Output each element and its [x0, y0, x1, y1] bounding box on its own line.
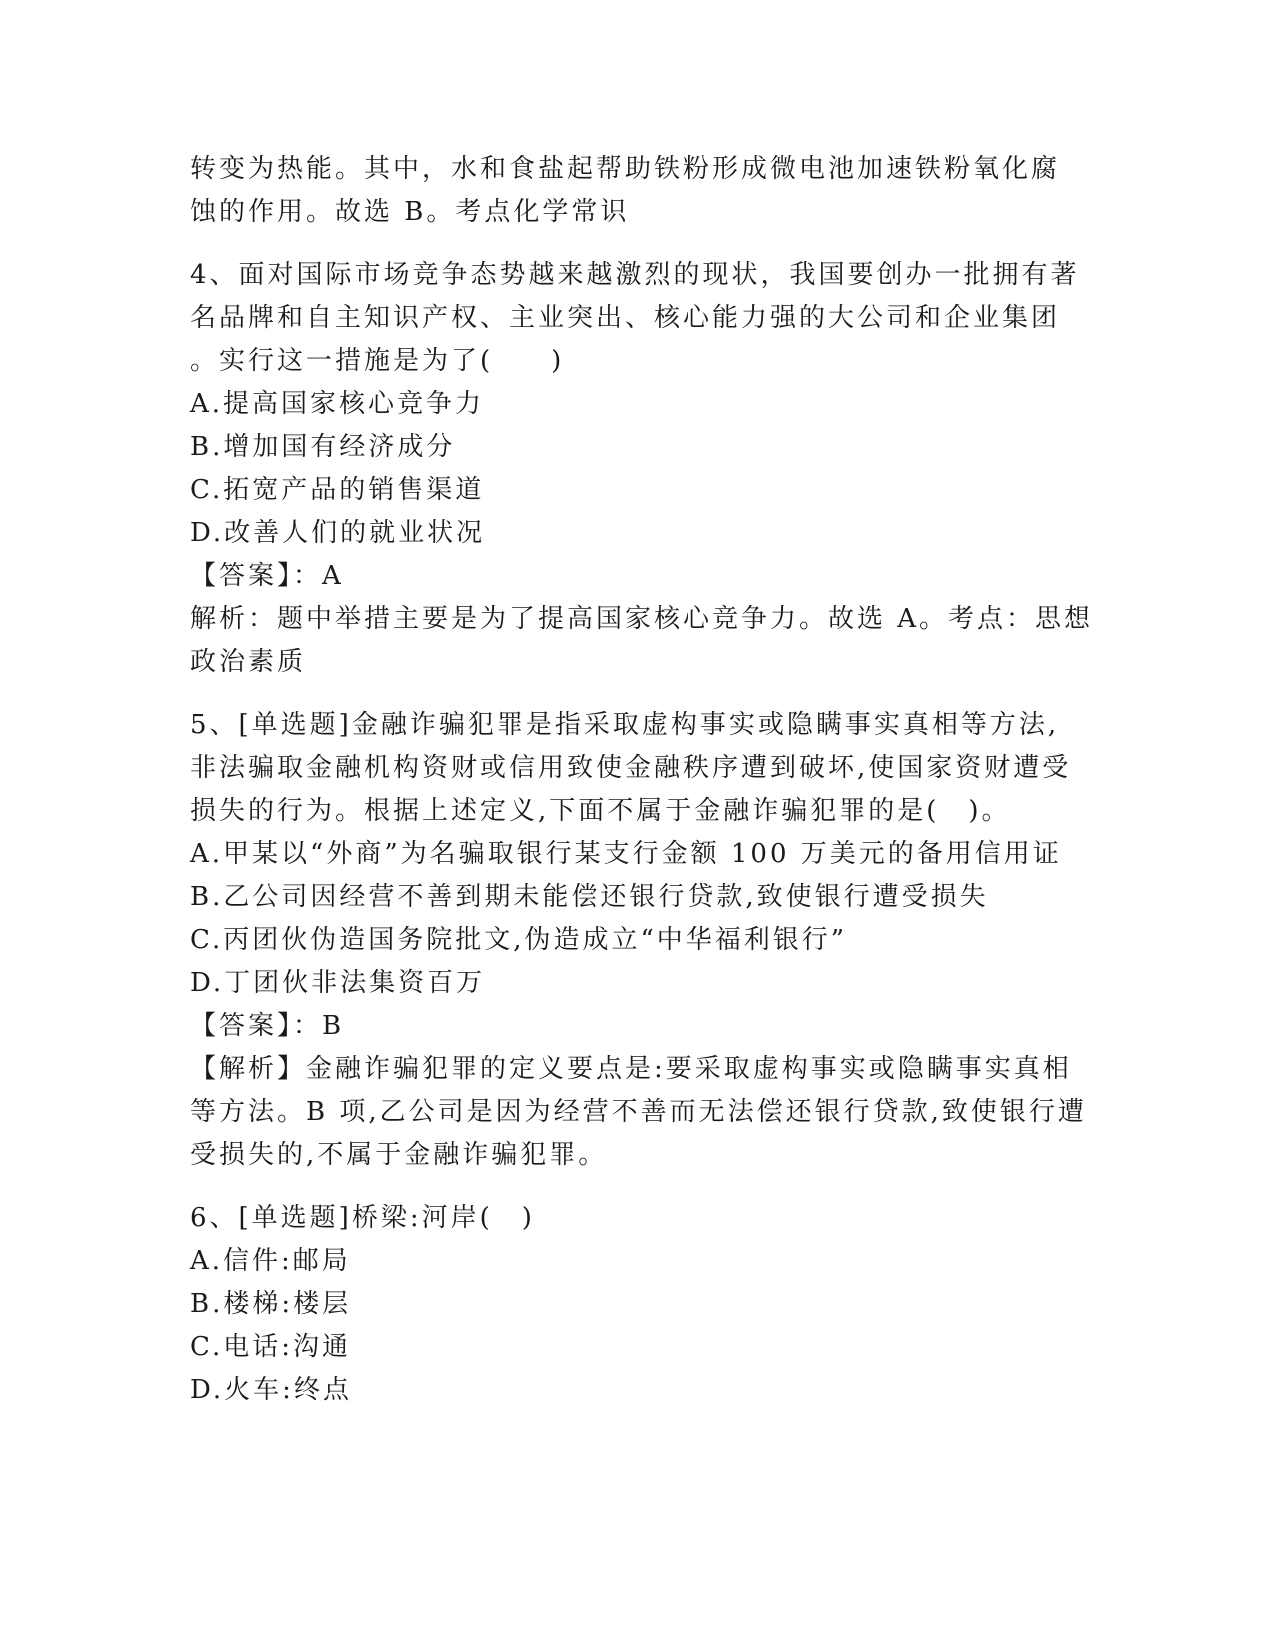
analysis-line: 等方法。B 项,乙公司是因为经营不善而无法偿还银行贷款,致使银行遭 [190, 1097, 1087, 1127]
option-a: A.甲某以“外商”为名骗取银行某支行金额 100 万美元的备用信用证 [190, 839, 1062, 869]
question-stem-line: 4、面对国际市场竞争态势越来越激烈的现状，我国要创办一批拥有著 [190, 260, 1080, 290]
question-5 [190, 704, 1090, 1177]
option-a: A.提高国家核心竞争力 [190, 389, 485, 419]
question-4 [190, 254, 1094, 684]
question-stem-line: 名品牌和自主知识产权、主业突出、核心能力强的大公司和企业集团 [190, 303, 1061, 333]
option-a: A.信件:邮局 [190, 1246, 351, 1276]
option-d: D.丁团伙非法集资百万 [190, 968, 486, 998]
analysis-line: 转变为热能。其中，水和食盐起帮助铁粉形成微电池加速铁粉氧化腐 [190, 154, 1061, 184]
analysis-line: 受损失的,不属于金融诈骗犯罪。 [190, 1140, 608, 1170]
analysis-line: 蚀的作用。故选 B。考点化学常识 [190, 197, 630, 227]
document-page [190, 148, 1094, 1412]
question-stem-line: 5、[单选题]金融诈骗犯罪是指采取虚构事实或隐瞒事实真相等方法, [190, 710, 1060, 740]
option-c: C.丙团伙伪造国务院批文,伪造成立“中华福利银行” [190, 925, 848, 955]
question-stem-line: 6、[单选题]桥梁:河岸( ) [190, 1203, 535, 1233]
question-stem-line: 损失的行为。根据上述定义,下面不属于金融诈骗犯罪的是( )。 [190, 796, 1011, 826]
question-stem-line: 非法骗取金融机构资财或信用致使金融秩序遭到破坏,使国家资财遭受 [190, 753, 1072, 783]
option-c: C.电话:沟通 [190, 1332, 351, 1362]
previous-analysis [190, 148, 1090, 234]
option-d: D.火车:终点 [190, 1375, 352, 1405]
option-b: B.乙公司因经营不善到期未能偿还银行贷款,致使银行遭受损失 [190, 882, 989, 912]
option-c: C.拓宽产品的销售渠道 [190, 475, 485, 505]
option-b: B.楼梯:楼层 [190, 1289, 352, 1319]
option-b: B.增加国有经济成分 [190, 432, 456, 462]
answer-line: 【答案】：B [190, 1011, 345, 1041]
question-6 [190, 1197, 1090, 1412]
answer-line: 【答案】：A [190, 561, 344, 591]
analysis-line: 政治素质 [190, 647, 307, 677]
option-d: D.改善人们的就业状况 [190, 518, 486, 548]
analysis-line: 解析：题中举措主要是为了提高国家核心竞争力。故选 A。考点：思想 [190, 604, 1094, 634]
analysis-line: 【解析】金融诈骗犯罪的定义要点是:要采取虚构事实或隐瞒事实真相 [190, 1054, 1072, 1084]
question-stem-line: 。实行这一措施是为了( ) [190, 346, 565, 376]
